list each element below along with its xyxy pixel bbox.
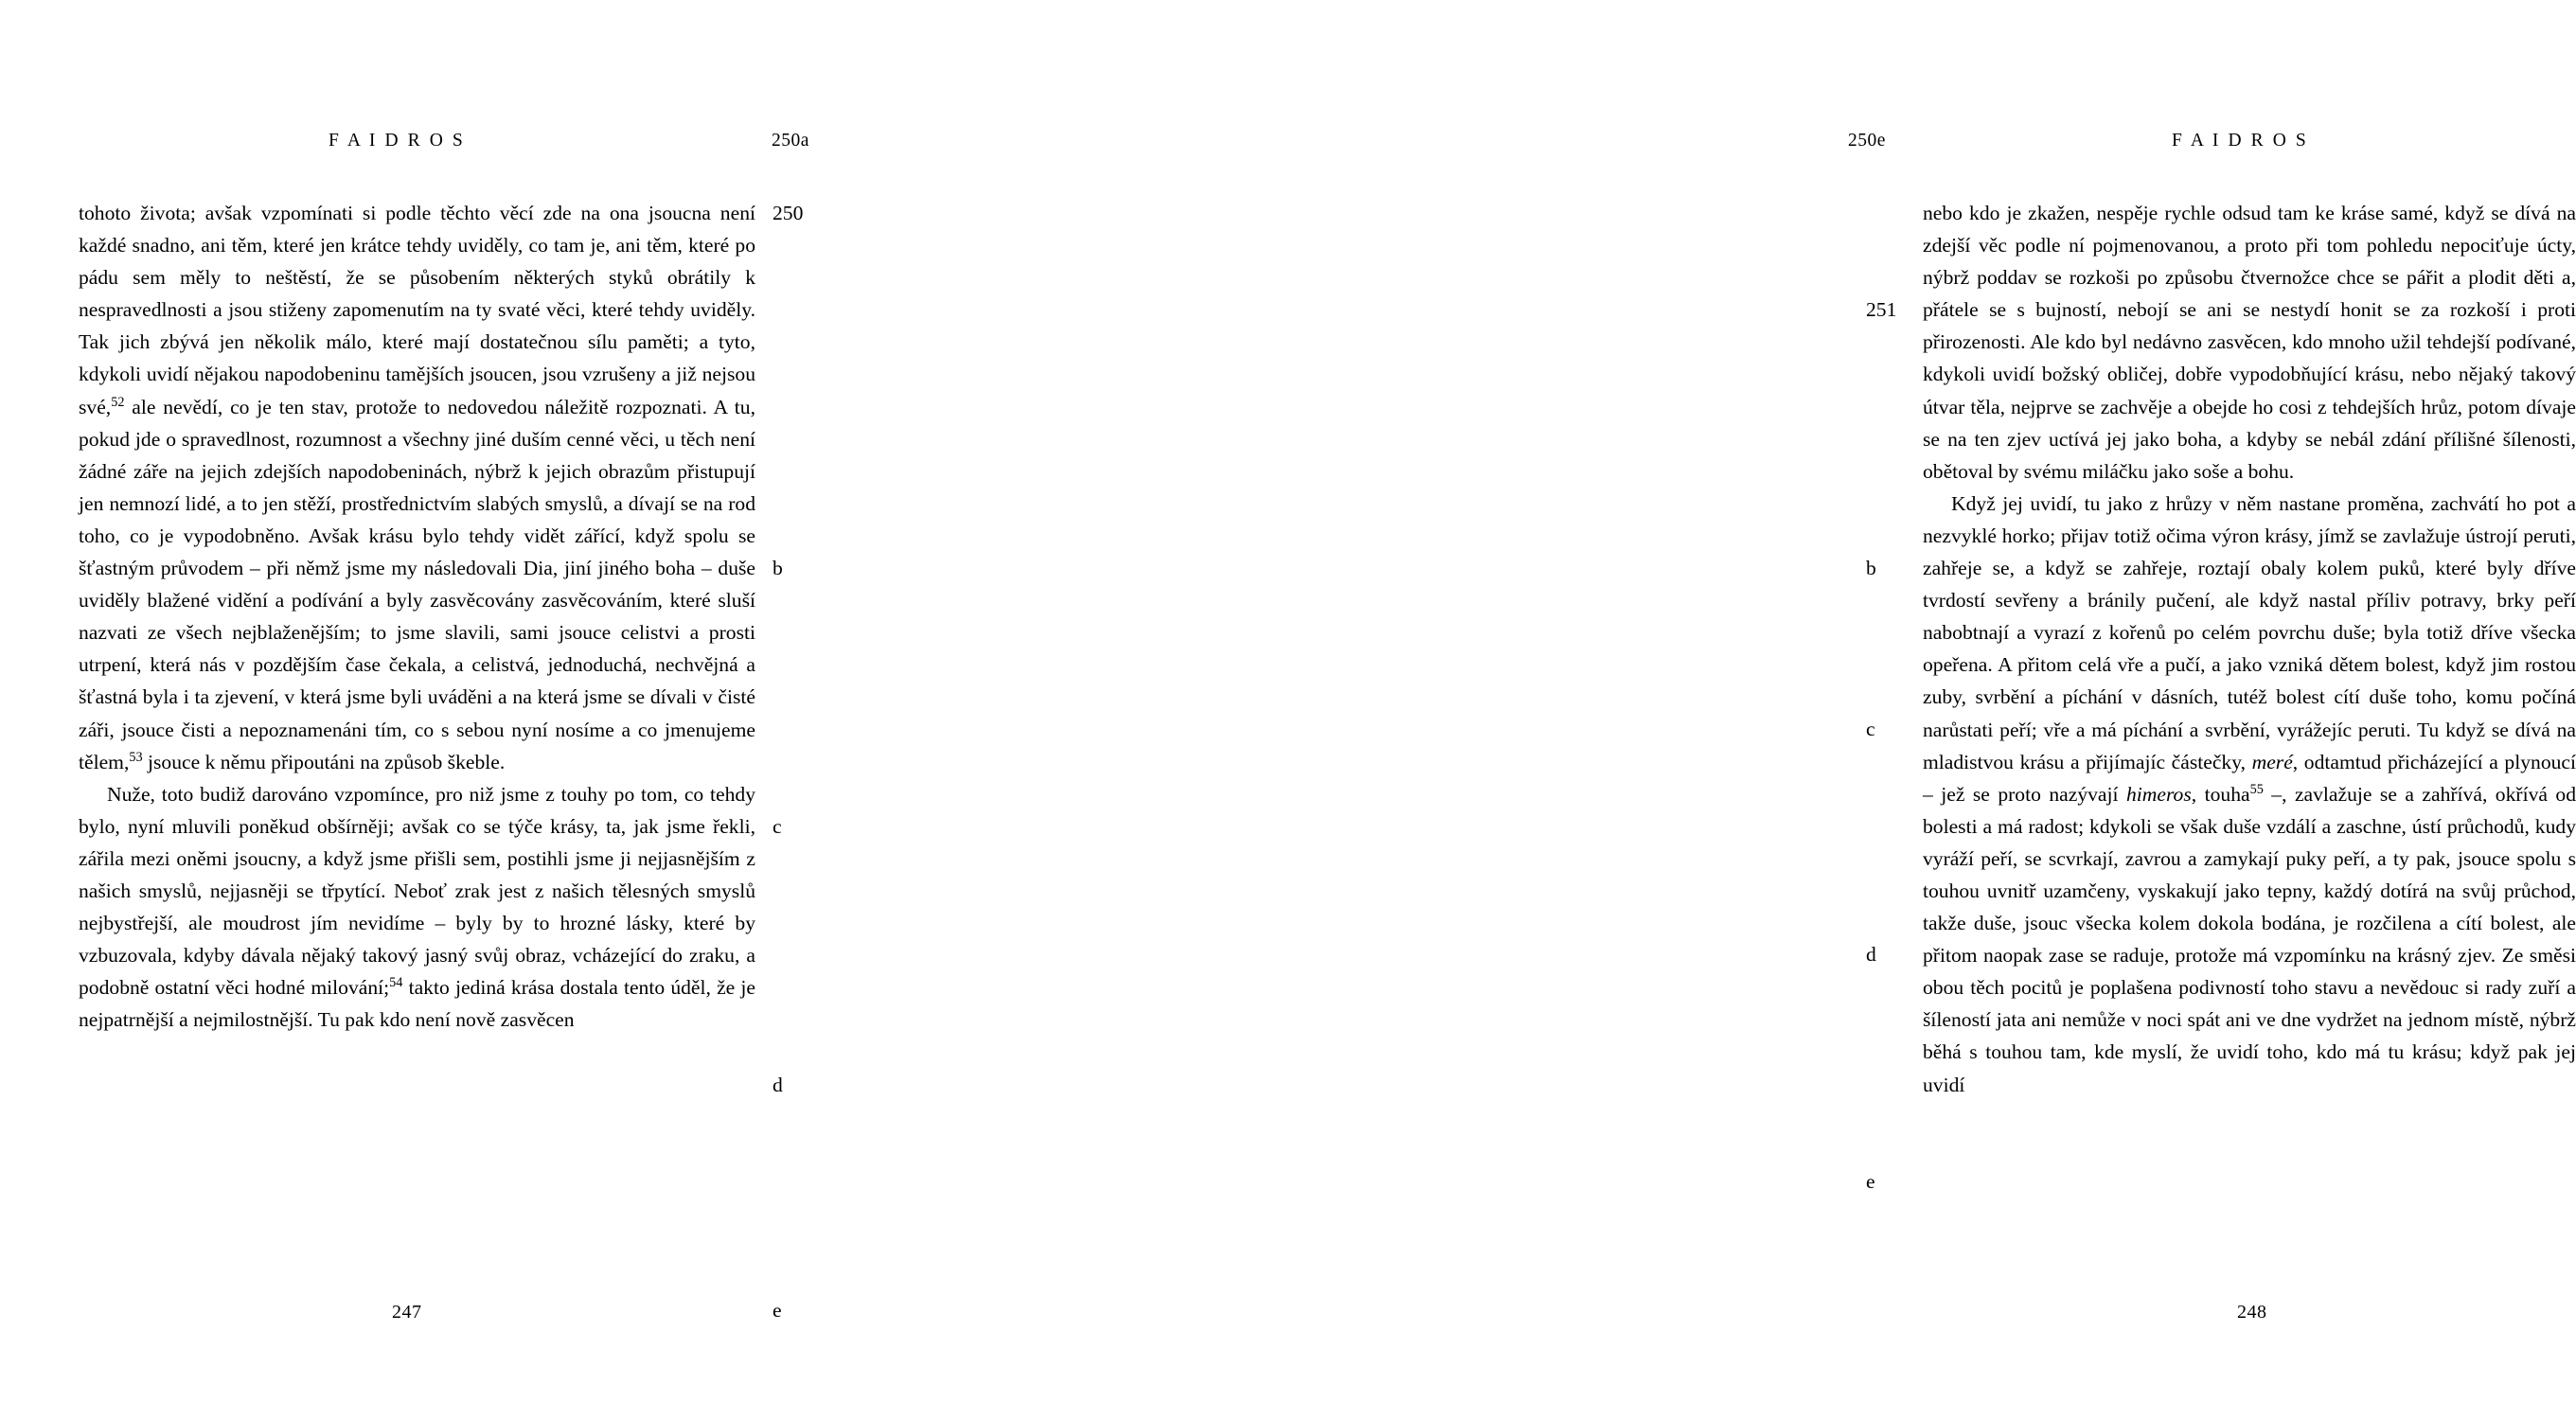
footnote-marker[interactable]: 53 <box>129 749 143 765</box>
paragraph: Když jej uvidí, tu jako z hrůzy v něm nastane proměna, zachvátí ho pot a nezvyklé horko; přijav totiž očima výron krásy, jímž se zavlažuje ústrojí peruti, zahřeje se, a když se zahřeje, roztají obaly kolem puků, které byly dříve tvrdostí sevřeny a bránily pučení, ale když nastal příliv potravy, brky peří nabobtnají a vyrazí z kořenů po celém povrchu duše; byla totiž dříve všecka opeřena. A přitom celá vře a pučí, a jako vzniká dětem bolest, když jim rostou zuby, svrbění a píchání v dásních, tutéž bolest cítí duše toho, komu počíná narůstati peří; vře a má píchání a svrbění, vyrážejíc peruti. Tu když se dívá na mladistvou krásu a přijímajíc částečky, meré, odtamtud přicházející a plynoucí – jež se proto nazývají himeros, touha$^{55}$ –, zavlažuje se a zahřívá, okřívá od bolesti a má radost; kdykoli se však duše vzdálí a zaschne, ústí průchodů, kudy vyráží peří, se scvrkají, zavrou a zamykají puky peří, a ty pak, jsouce spolu s touhou uvnitř uzamčeny, vyskakují jako tepny, každý dotírá na svůj průchod, takže duše, jsouc všecka kolem dokola bodána, je rozčilena a cítí bolest, ale přitom naopak zase se raduje, protože má vzpomínku na krásný zjev. Ze směsi obou těch pocitů je poplašena podivností toho stavu a nevědouc si rady zuří a šíleností jata ani nemůže v noci spát ani ve dne vydržet na jednom místě, nýbrž běhá s touhou tam, kde myslí, že uvidí toho, kdo má tu krásu; když pak jej uvidí <box>1923 491 2576 1096</box>
stephanus-marker: d <box>1866 943 1876 966</box>
stephanus-marker: c <box>773 815 782 838</box>
paragraph: Nuže, toto budiž darováno vzpomínce, pro niž jsme z touhy po tom, co tehdy bylo, nyní mluvili poněkud obšírněji; avšak co se týče krásy, ta, jak jsme řekli, zářila mezi oněmi jsoucny, a když jsme přišli sem, postihli jsme ji nejjasnějším z našich smyslů, nejjasněji se třpytící. Neboť zrak jest z našich tělesných smyslů nejbystřejší, ale moudrost jím nevidíme – byly by to hrozné lásky, které by vzbuzovala, kdyby dávala nějaký takový jasný svůj obraz, vcházející do zraku, a podobně ostatní věci hodné milování;$^{54}$ takto jediná krása dostala tento úděl, že je nejpatrnější a nejmilostnější. Tu pak kdo není nově zasvěcen <box>79 782 756 1032</box>
folio-number-left: 247 <box>392 1302 422 1323</box>
running-head-left: F A I D R O S <box>329 131 466 151</box>
stephanus-marker: d <box>773 1074 783 1096</box>
stephanus-marker: e <box>773 1299 782 1322</box>
greek-term: himeros <box>2125 782 2192 806</box>
stephanus-marker: 250 <box>773 202 804 224</box>
paragraph: tohoto života; avšak vzpomínati si podle těchto věcí zde na ona jsoucna není každé snadno, ani těm, které jen krátce tehdy uviděly, co tam je, ani těm, které po pádu sem měly to neštěstí, že se působením některých styků obrátily k nespravedlnosti a jsou stiženy zapomenutím na ty svaté věci, které tehdy uviděly. Tak jich zbývá jen několik málo, které mají dostatečnou sílu paměti; a tyto, kdykoli uvidí nějakou napodobeninu tamějších jsoucen, jsou vzrušeny a již nejsou své,$^{52}$ ale nevědí, co je ten stav, protože to nedovedou náležitě rozpoznati. A tu, pokud jde o spravedlnost, rozumnost a všechny jiné duším cenné věci, u těch není žádné záře na jejich zdejších napodobeninách, nýbrž k jejich obrazům přistupují jen nemnozí lidé, a to jen stěží, prostřednictvím slabých smyslů, a dívají se na rod toho, co je vypodobněno. Avšak krásu bylo tehdy vidět zářící, když spolu se šťastným průvodem – při němž jsme my následovali Dia, jiní jiného boha – duše uviděly blažené vidění a podívání a byly zasvěcovány zasvěcováním, které sluší nazvati ze všech nejblaženějším; to jsme slavili, sami jsouce celistvi a prosti utrpení, která nás v pozdějším čase čekala, a celistvá, jednoduchá, nechvějná a šťastná byla i ta zjevení, v která jsme byli uváděni a na která jsme se dívali v čisté záři, jsouce čisti a nepoznamenáni tím, co s sebou nyní nosíme a co jmenujeme tělem,$^{53}$ jsouce k němu připoutáni na způsob škeble. <box>79 202 755 773</box>
greek-term: meré <box>2251 750 2293 773</box>
stephanus-marker: c <box>1866 718 1875 740</box>
body-text-left <box>79 197 755 1036</box>
footnote-marker[interactable]: 54 <box>389 975 403 991</box>
stephanus-marker: b <box>1866 557 1876 579</box>
stephanus-marker: 251 <box>1866 298 1897 321</box>
page-right <box>881 0 2576 1421</box>
stephanus-head-left: 250a <box>772 131 809 151</box>
stephanus-marker: b <box>773 557 783 579</box>
running-head-right: F A I D R O S <box>2172 131 2309 151</box>
stephanus-marker: e <box>1866 1170 1875 1193</box>
body-text-right <box>1923 197 2576 1101</box>
paragraph: nebo kdo je zkažen, nespěje rychle odsud tam ke kráse samé, když se dívá na zdejší věc podle ní pojmenovanou, a proto při tom pohledu nepociťuje úcty, nýbrž poddav se rozkoši po způsobu čtvernožce chce se pářit a plodit děti a, přátele se s bujností, nebojí se ani se nestydí honit se za rozkoší i proti přirozenosti. Ale kdo byl nedávno zasvěcen, kdo mnoho užil tehdejší podívané, kdykoli uvidí božský obličej, dobře vypodobňující krásu, nebo nějaký takový útvar těla, nejprve se zachvěje a obejde ho cosi z tehdejších hrůz, potom dívaje se na ten zjev uctívá jej jako boha, a kdyby se nebál zdání přílišné šílenosti, obětoval by svému miláčku jako soše a bohu. <box>1923 202 2576 483</box>
stephanus-head-right: 250e <box>1848 131 1886 151</box>
page-left <box>0 0 881 1421</box>
footnote-marker[interactable]: 55 <box>2249 781 2264 797</box>
folio-number-right: 248 <box>2237 1302 2267 1323</box>
footnote-marker[interactable]: 52 <box>111 394 125 410</box>
